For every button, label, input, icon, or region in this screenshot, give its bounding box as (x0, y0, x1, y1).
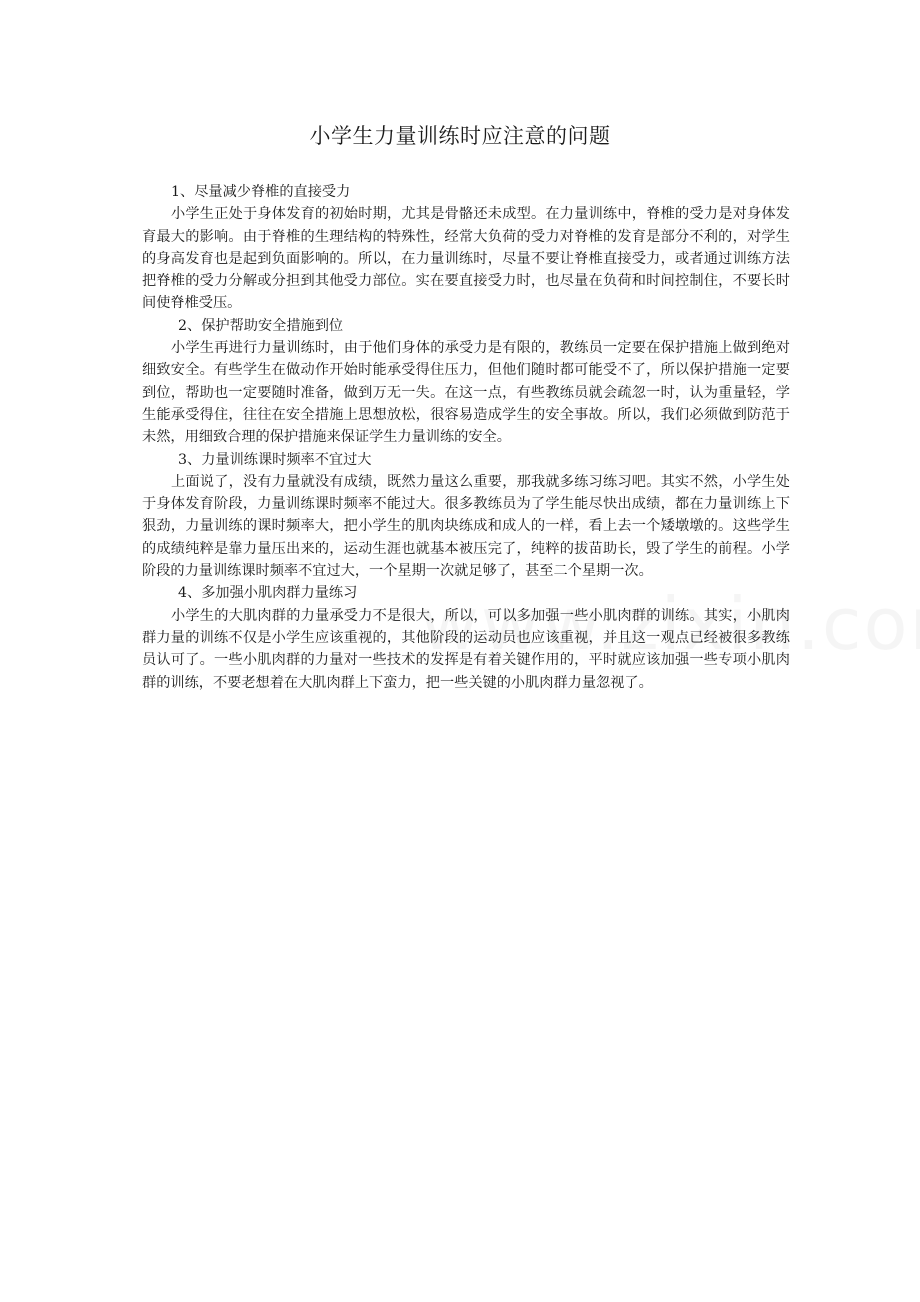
section-paragraph: 上面说了，没有力量就没有成绩，既然力量这么重要，那我就多练习练习吧。其实不然，小学生处于身体发育阶段，力量训练课时频率不能过大。很多教练员为了学生能尽快出成绩，都在力量训练上下狠劲，力量训练的课时频率大，把小学生的肌肉块练成和成人的一样，看上去一个矮墩墩的。这些学生的成绩纯粹是靠力量压出来的，运动生涯也就基本被压完了，纯粹的拔苗助长，毁了学生的前程。小学阶段的力量训练课时频率不宜过大，一个星期一次就足够了，甚至二个星期一次。 (142, 473, 790, 580)
section-1 (142, 181, 790, 315)
section-heading: 3、力量训练课时频率不宜过大 (178, 451, 372, 468)
section-paragraph: 小学生再进行力量训练时，由于他们身体的承受力是有限的，教练员一定要在保护措施上做到绝对细致安全。有些学生在做动作开始时能承受得住压力，但他们随时都可能受不了，所以保护措施一定要到位，帮助也一定要随时准备，做到万无一失。在这一点，有些教练员就会疏忽一时，认为重量轻，学生能承受得住，往往在安全措施上思想放松，很容易造成学生的安全事故。所以，我们必须做到防范于未然，用细致合理的保护措施来保证学生力量训练的安全。 (142, 340, 790, 446)
section-2 (142, 315, 790, 449)
section-3 (142, 449, 790, 583)
section-4 (142, 582, 790, 693)
document-title: 小学生力量训练时应注意的问题 (309, 124, 611, 148)
section-heading: 2、保护帮助安全措施到位 (178, 317, 344, 334)
document-body (142, 181, 790, 694)
section-heading: 1、尽量减少脊椎的直接受力 (171, 184, 351, 200)
section-paragraph: 小学生的大肌肉群的力量承受力不是很大，所以，可以多加强一些小肌肉群的训练。其实，小肌肉群力量的训练不仅是小学生应该重视的，其他阶段的运动员也应该重视，并且这一观点已经被很多教练员认可了。一些小肌肉群的力量对一些技术的发挥是有着关键作用的，平时就应该加强一些专项小肌肉群的训练，不要老想着在大肌肉群上下蛮力，把一些关键的小肌肉群力量忽视了。 (142, 607, 790, 691)
section-heading: 4、多加强小肌肉群力量练习 (178, 585, 358, 602)
section-paragraph: 小学生正处于身体发育的初始时期，尤其是骨骼还未成型。在力量训练中，脊椎的受力是对身体发育最大的影响。由于脊椎的生理结构的特殊性，经常大负荷的受力对脊椎的发育是部分不利的，对学生的身高发育也是起到负面影响的。所以，在力量训练时，尽量不要让脊椎直接受力，或者通过训练方法把脊椎的受力分解或分担到其他受力部位。实在要直接受力时，也尽量在负荷和时间控制住，不要长时间使脊椎受压。 (142, 206, 790, 312)
